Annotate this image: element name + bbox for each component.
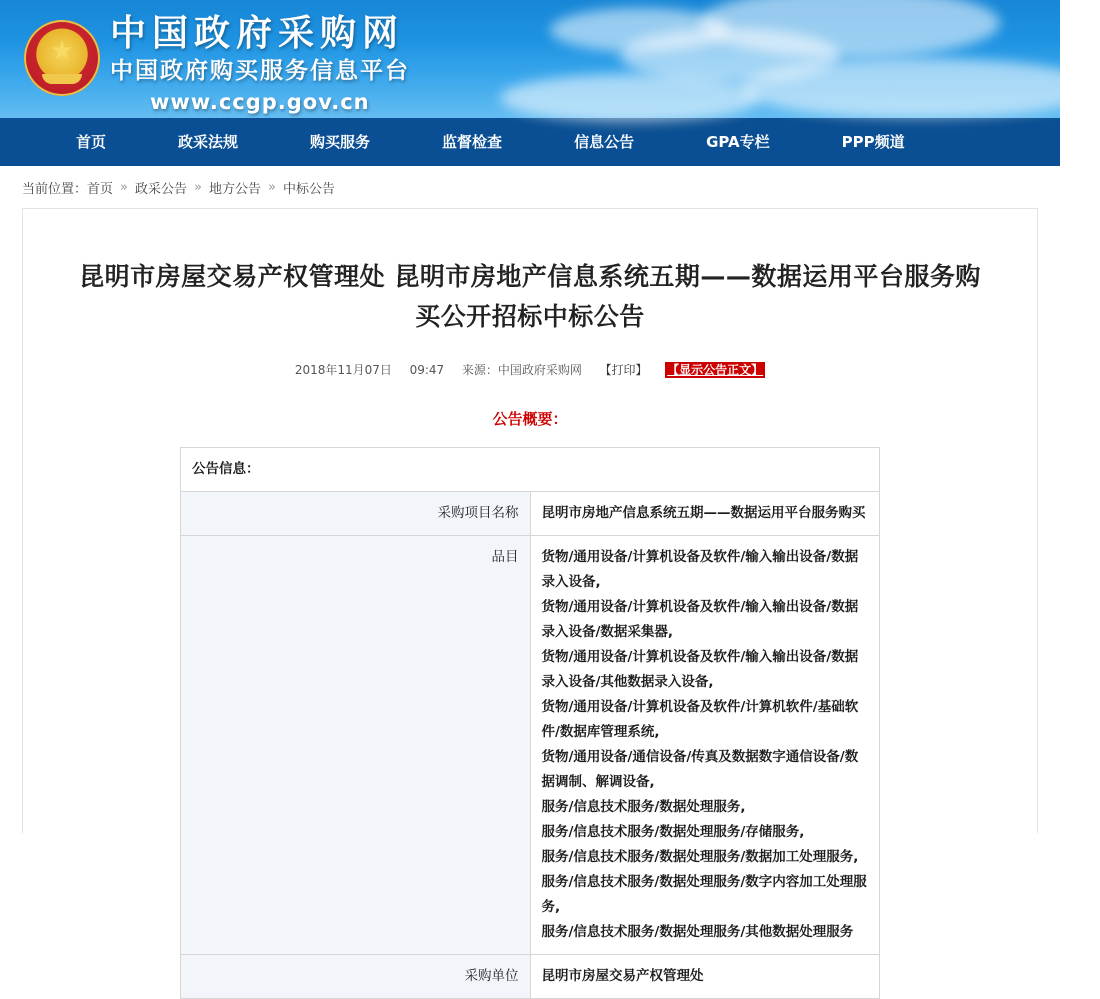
table-row bbox=[181, 448, 880, 492]
publish-time: 09:47 bbox=[409, 363, 445, 377]
row-label-purchaser: 采购单位 bbox=[181, 955, 531, 999]
site-title-secondary: 中国政府购买服务信息平台 bbox=[110, 58, 410, 84]
category-line: 货物/通用设备/计算机设备及软件/输入输出设备/数据录入设备, bbox=[541, 549, 859, 590]
breadcrumb-separator: » bbox=[120, 179, 128, 195]
source-label: 来源： bbox=[461, 363, 498, 377]
row-label-project-name: 采购项目名称 bbox=[181, 492, 531, 536]
row-value-purchaser: 昆明市房屋交易产权管理处 bbox=[530, 955, 880, 999]
row-label-category: 品目 bbox=[181, 536, 531, 955]
table-row bbox=[181, 536, 880, 955]
nav-item-ppp[interactable]: PPP频道 bbox=[841, 133, 905, 151]
breadcrumb-item-award-notice[interactable]: 中标公告 bbox=[282, 181, 335, 197]
category-line: 服务/信息技术服务/数据处理服务/其他数据处理服务 bbox=[541, 924, 854, 940]
nav-item-gpa[interactable]: GPA专栏 bbox=[706, 133, 770, 151]
row-value-category bbox=[530, 536, 880, 955]
breadcrumb-separator: » bbox=[268, 179, 276, 195]
breadcrumb-item-procurement-notice[interactable]: 政采公告 bbox=[135, 181, 188, 197]
source-value: 中国政府采购网 bbox=[497, 363, 582, 377]
category-line: 服务/信息技术服务/数据处理服务/数据加工处理服务, bbox=[541, 849, 859, 865]
document-meta bbox=[67, 361, 993, 378]
category-line: 服务/信息技术服务/数据处理服务, bbox=[541, 799, 746, 815]
print-button[interactable]: 【打印】 bbox=[599, 363, 648, 377]
page-title: 昆明市房屋交易产权管理处 昆明市房地产信息系统五期——数据运用平台服务购买公开招标中标公告 bbox=[79, 262, 981, 331]
show-notice-body-link[interactable]: 【显示公告正文】 bbox=[667, 363, 764, 377]
breadcrumb-separator: » bbox=[194, 179, 202, 195]
breadcrumb-prefix: 当前位置： bbox=[22, 181, 88, 197]
table-row bbox=[181, 955, 880, 999]
nav-item-regulations[interactable]: 政采法规 bbox=[178, 133, 239, 151]
notice-info-table bbox=[180, 447, 880, 999]
row-value-project-name: 昆明市房地产信息系统五期——数据运用平台服务购买 bbox=[530, 492, 880, 536]
summary-heading: 公告概要： bbox=[492, 410, 568, 428]
category-line: 货物/通用设备/计算机设备及软件/输入输出设备/数据录入设备/其他数据录入设备, bbox=[541, 649, 859, 690]
publish-date: 2018年11月07日 bbox=[294, 363, 392, 377]
site-title-primary: 中国政府采购网 bbox=[110, 13, 405, 54]
category-line: 货物/通用设备/计算机设备及软件/计算机软件/基础软件/数据库管理系统, bbox=[541, 699, 859, 740]
nav-item-announcements[interactable]: 信息公告 bbox=[574, 133, 635, 151]
national-emblem-icon: ★ bbox=[24, 20, 100, 96]
nav-item-supervision[interactable]: 监督检查 bbox=[442, 133, 503, 151]
breadcrumb-item-local-notice[interactable]: 地方公告 bbox=[208, 181, 261, 197]
table-header-cell: 公告信息： bbox=[181, 448, 880, 492]
banner-title-block bbox=[110, 14, 410, 114]
site-url: www.ccgp.gov.cn bbox=[150, 90, 370, 114]
category-line: 货物/通用设备/通信设备/传真及数据数字通信设备/数据调制、解调设备, bbox=[541, 749, 859, 790]
nav-item-home[interactable]: 首页 bbox=[76, 133, 107, 151]
category-line: 服务/信息技术服务/数据处理服务/存储服务, bbox=[541, 824, 805, 840]
document-card bbox=[22, 208, 1038, 984]
category-line: 货物/通用设备/计算机设备及软件/输入输出设备/数据录入设备/数据采集器, bbox=[541, 599, 859, 640]
breadcrumb-item-home[interactable]: 首页 bbox=[87, 181, 114, 197]
nav-item-purchase-service[interactable]: 购买服务 bbox=[310, 133, 371, 151]
table-row bbox=[181, 492, 880, 536]
breadcrumb bbox=[0, 166, 1060, 208]
site-banner bbox=[0, 0, 1060, 118]
category-line: 服务/信息技术服务/数据处理服务/数字内容加工处理服务, bbox=[541, 874, 867, 915]
main-nav bbox=[0, 118, 1060, 166]
